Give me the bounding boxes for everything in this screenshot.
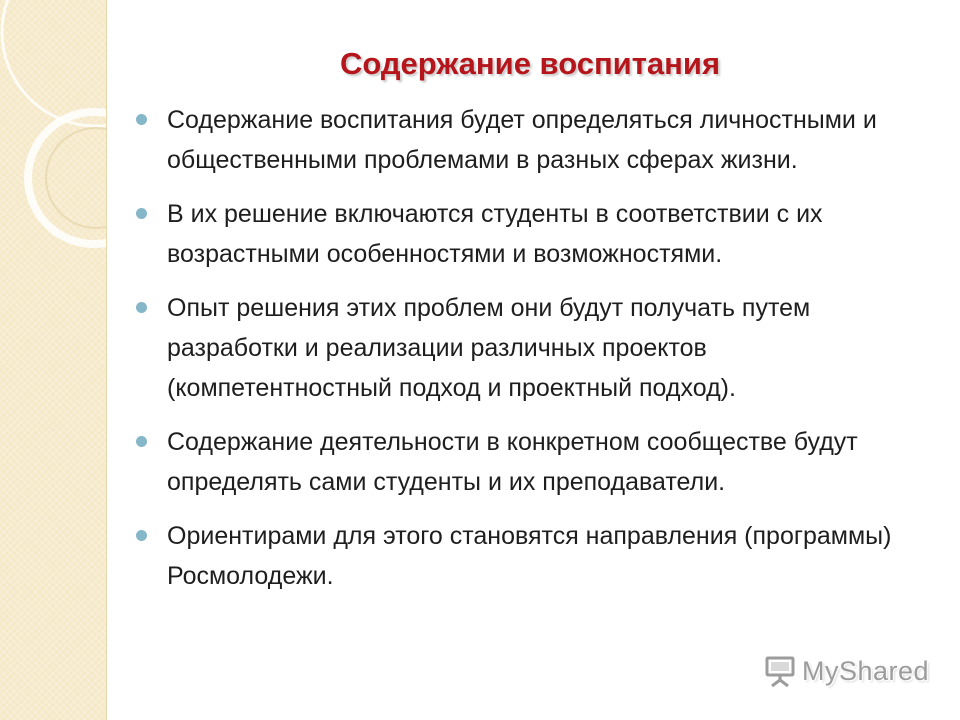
- bullet-item: [136, 288, 926, 408]
- decorative-circles: [0, 0, 106, 720]
- bullet-text: Ориентирами для этого становятся направления (программы) Росмолодежи.: [167, 522, 892, 590]
- bullet-item: [136, 194, 926, 274]
- presentation-board-icon: [764, 654, 798, 688]
- bullet-list: [136, 100, 926, 610]
- bullet-item: [136, 422, 926, 502]
- bullet-text: Содержание деятельности в конкретном сообществе будут определять сами студенты и их преподаватели.: [167, 428, 858, 496]
- bullet-text: Содержание воспитания будет определяться личностными и общественными проблемами в разных сферах жизни.: [167, 106, 877, 174]
- bullet-dot-icon: [136, 436, 147, 447]
- bullet-item: [136, 100, 926, 180]
- watermark-logo: [764, 654, 929, 688]
- bullet-dot-icon: [136, 114, 147, 125]
- bullet-item: [136, 516, 926, 596]
- watermark-text: MyShared: [802, 655, 930, 686]
- bullet-dot-icon: [136, 208, 147, 219]
- bullet-dot-icon: [136, 302, 147, 313]
- bullet-text: Опыт решения этих проблем они будут получать путем разработки и реализации различных проектов (компетентностный подход и проектный подход).: [167, 294, 811, 402]
- slide-title: Содержание воспитания: [339, 46, 721, 81]
- bullet-dot-icon: [136, 530, 147, 541]
- decorative-side-panel: [0, 0, 107, 720]
- bullet-text: В их решение включаются студенты в соответствии с их возрастными особенностями и возможностями.: [167, 200, 823, 268]
